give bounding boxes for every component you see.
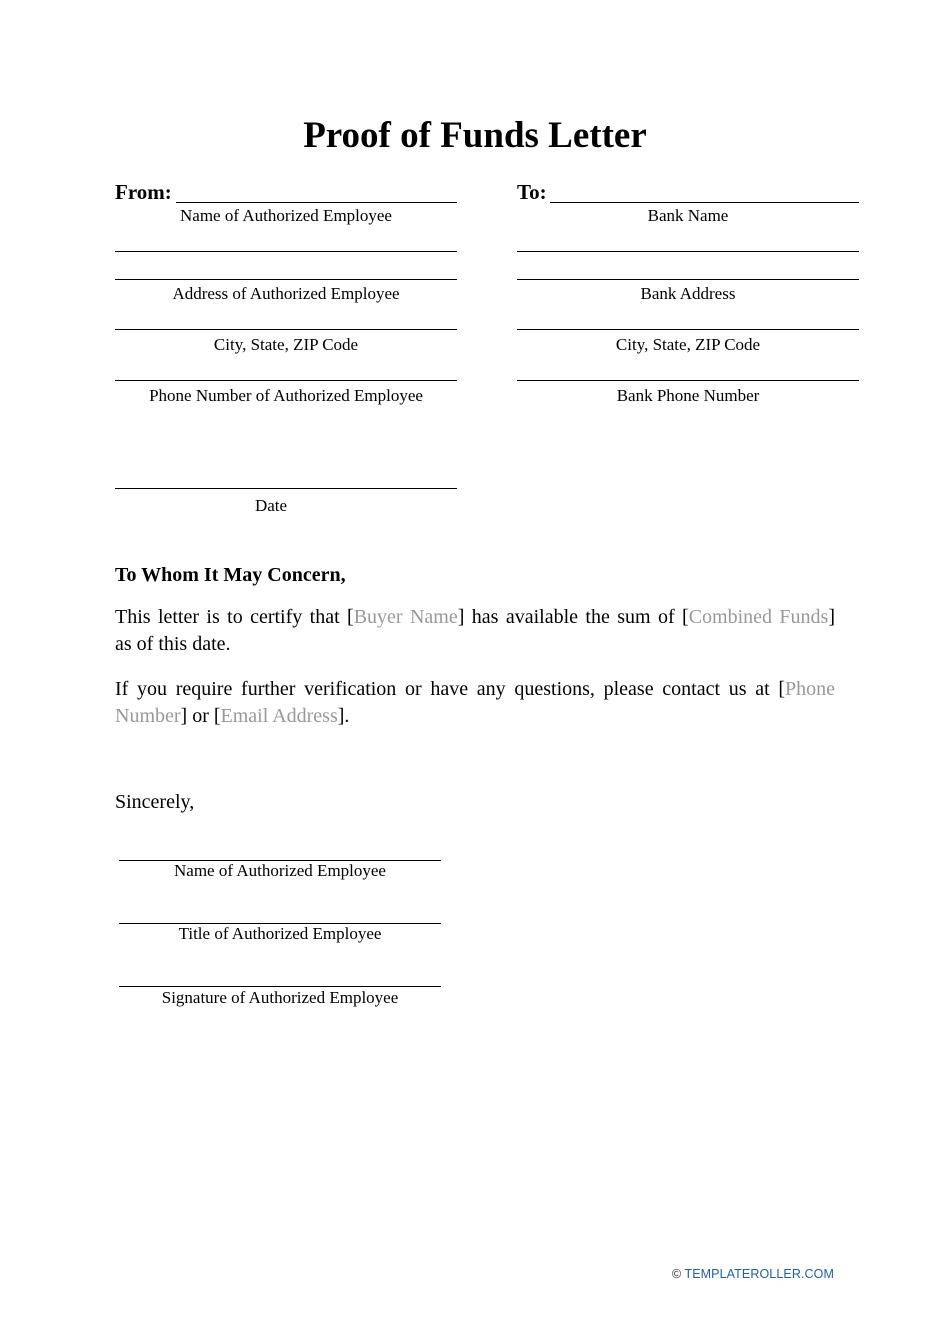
from-city-caption: City, State, ZIP Code — [213, 335, 359, 354]
from-address-caption: Address of Authorized Employee — [172, 284, 400, 303]
sig-signature-line[interactable] — [119, 986, 441, 987]
phone-number-placeholder-2[interactable]: Number — [115, 705, 181, 727]
copyright-icon: © — [671, 1267, 682, 1281]
to-label: To: — [517, 180, 547, 204]
date-caption: Date — [254, 496, 288, 515]
to-city-caption: City, State, ZIP Code — [615, 335, 761, 354]
para1-text-3: as of this date. — [115, 633, 231, 655]
para2-bracket-open: [ — [778, 678, 785, 700]
to-phone-line[interactable] — [517, 380, 859, 381]
email-address-placeholder[interactable]: Email Address — [220, 705, 338, 727]
closing: Sincerely, — [115, 791, 195, 813]
buyer-name-placeholder[interactable]: Buyer Name — [353, 606, 458, 628]
to-address-line-1[interactable] — [517, 251, 859, 252]
to-bank-name-line[interactable] — [550, 202, 859, 203]
from-name-line[interactable] — [176, 202, 457, 203]
greeting: To Whom It May Concern, — [115, 564, 346, 586]
para2-text-3: ]. — [337, 705, 350, 727]
to-bank-name-caption: Bank Name — [647, 206, 729, 225]
sig-title-caption: Title of Authorized Employee — [178, 924, 382, 943]
footer-brand[interactable] — [672, 1266, 834, 1282]
para2-text-2: ] or [ — [180, 705, 221, 727]
footer-brand-text[interactable]: TEMPLATEROLLER.COM — [684, 1267, 834, 1281]
contact-paragraph-end — [115, 703, 835, 757]
from-address-line-1[interactable] — [115, 251, 457, 252]
para1-bracket-close: ] — [828, 606, 835, 628]
to-phone-caption: Bank Phone Number — [616, 386, 760, 405]
to-address-line-2[interactable] — [517, 279, 859, 280]
para1-bracket-open: [ — [347, 606, 354, 628]
sig-signature-caption: Signature of Authorized Employee — [161, 988, 399, 1007]
from-label: From: — [115, 180, 172, 204]
to-address-caption: Bank Address — [640, 284, 736, 303]
page-title: Proof of Funds Letter — [303, 115, 647, 156]
date-line[interactable] — [115, 488, 457, 489]
from-city-line[interactable] — [115, 329, 457, 330]
para1-text-1: This letter is to certify that — [115, 606, 348, 628]
para1-text-2: ] has available the sum of — [457, 606, 683, 628]
sig-name-caption: Name of Authorized Employee — [174, 861, 386, 880]
para1-bracket-open-2: [ — [682, 606, 689, 628]
to-city-line[interactable] — [517, 329, 859, 330]
from-name-caption: Name of Authorized Employee — [180, 206, 392, 225]
from-address-line-2[interactable] — [115, 279, 457, 280]
from-phone-line[interactable] — [115, 380, 457, 381]
from-phone-caption: Phone Number of Authorized Employee — [149, 386, 423, 405]
combined-funds-placeholder[interactable]: Combined Funds — [688, 606, 829, 628]
para2-text-1: If you require further verification or have any questions, please contact us at — [115, 678, 779, 700]
phone-number-placeholder-1[interactable]: Phone — [785, 678, 835, 700]
